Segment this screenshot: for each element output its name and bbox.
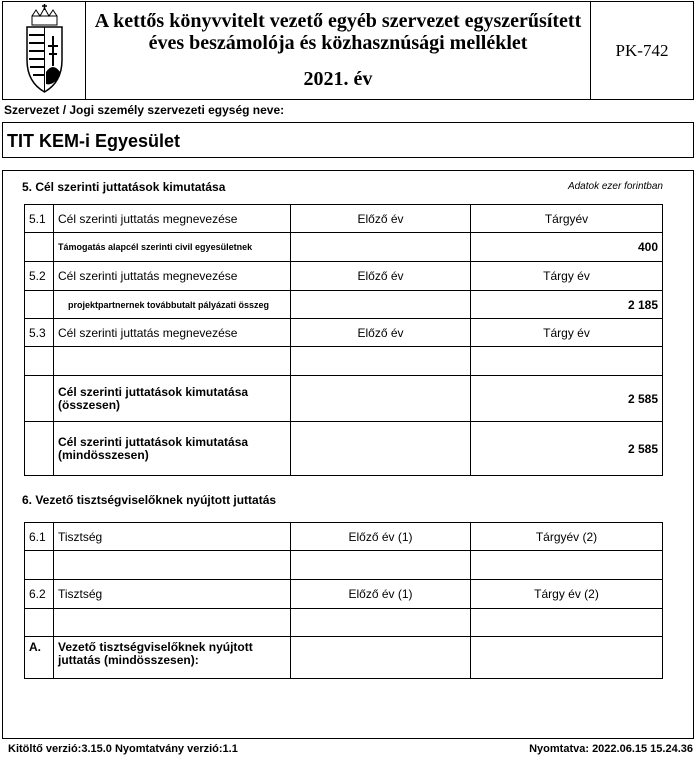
section-5-title: 5. Cél szerinti juttatások kimutatása	[22, 180, 226, 194]
column-header-current-year: Tárgyév	[471, 205, 663, 233]
table-row	[25, 291, 663, 319]
table-row	[25, 609, 663, 637]
organization-name: TIT KEM-i Egyesület	[2, 122, 694, 158]
column-header-previous-year: Előző év	[291, 205, 471, 233]
previous-year-value	[291, 233, 471, 262]
benefit-item-name	[54, 347, 291, 376]
row-number: 6.1	[25, 523, 54, 551]
organization-label: Szervezet / Jogi személy szervezeti egység neve:	[4, 103, 285, 117]
column-header-position: Tisztség	[54, 523, 291, 551]
total-row	[25, 376, 663, 422]
column-header-current-year: Tárgyév (2)	[471, 523, 663, 551]
column-header-current-year: Tárgy év	[471, 319, 663, 347]
grand-total-row	[25, 422, 663, 476]
table-row	[25, 319, 663, 347]
total-label: Cél szerinti juttatások kimutatása (összesen)	[54, 376, 291, 422]
form-year: 2021. év	[303, 68, 373, 90]
row-number: 5.3	[25, 319, 54, 347]
column-header-previous-year: Előző év	[291, 262, 471, 291]
title-line-2: éves beszámolója és közhasznúsági melléklet	[148, 32, 528, 54]
total-row-number: A.	[25, 637, 54, 679]
grand-total-label: Cél szerinti juttatások kimutatása (mindösszesen)	[54, 422, 291, 476]
table-row	[25, 347, 663, 376]
total-value: 2 585	[471, 376, 663, 422]
column-header-name: Cél szerinti juttatás megnevezése	[54, 205, 291, 233]
total-label: Vezető tisztségviselőknek nyújtott juttatás (mindösszesen):	[54, 637, 291, 679]
column-header-name: Cél szerinti juttatás megnevezése	[54, 262, 291, 291]
total-row	[25, 637, 663, 679]
column-header-name: Cél szerinti juttatás megnevezése	[54, 319, 291, 347]
benefit-item-name: Támogatás alapcél szerinti civil egyesületnek	[54, 233, 291, 262]
section-5-table	[24, 204, 663, 476]
form-code: PK-742	[615, 40, 669, 60]
unit-note: Adatok ezer forintban	[567, 181, 663, 192]
current-year-value: 400	[471, 233, 663, 262]
row-number: 5.2	[25, 262, 54, 291]
footer-print-date: Nyomtatva: 2022.06.15 15.24.36	[529, 743, 693, 755]
table-row	[25, 580, 663, 609]
table-row	[25, 205, 663, 233]
section-6-title: 6. Vezető tisztségviselőknek nyújtott juttatás	[22, 493, 277, 507]
table-row	[25, 523, 663, 551]
column-header-current-year: Tárgy év	[471, 262, 663, 291]
column-header-position: Tisztség	[54, 580, 291, 609]
current-year-value	[471, 347, 663, 376]
row-number: 5.1	[25, 205, 54, 233]
footer-version: Kitöltő verzió:3.15.0 Nyomtatvány verzió:1.1	[8, 743, 238, 755]
previous-year-value	[291, 347, 471, 376]
table-row	[25, 551, 663, 580]
grand-total-value: 2 585	[471, 422, 663, 476]
column-header-current-year: Tárgy év (2)	[471, 580, 663, 609]
benefit-item-name: projektpartnernek továbbutalt pályázati összeg	[54, 291, 291, 319]
form-body	[2, 170, 694, 739]
column-header-previous-year: Előző év (1)	[291, 523, 471, 551]
column-header-previous-year: Előző év (1)	[291, 580, 471, 609]
section-6-table	[24, 522, 663, 679]
row-number: 6.2	[25, 580, 54, 609]
title-line-1: A kettős könyvvitelt vezető egyéb szervezet egyszerűsített	[94, 10, 582, 32]
column-header-previous-year: Előző év	[291, 319, 471, 347]
current-year-value: 2 185	[471, 291, 663, 319]
form-header	[2, 1, 694, 100]
table-row	[25, 233, 663, 262]
form-title	[86, 2, 591, 99]
coat-of-arms-logo	[3, 2, 86, 99]
table-row	[25, 262, 663, 291]
previous-year-value	[291, 291, 471, 319]
